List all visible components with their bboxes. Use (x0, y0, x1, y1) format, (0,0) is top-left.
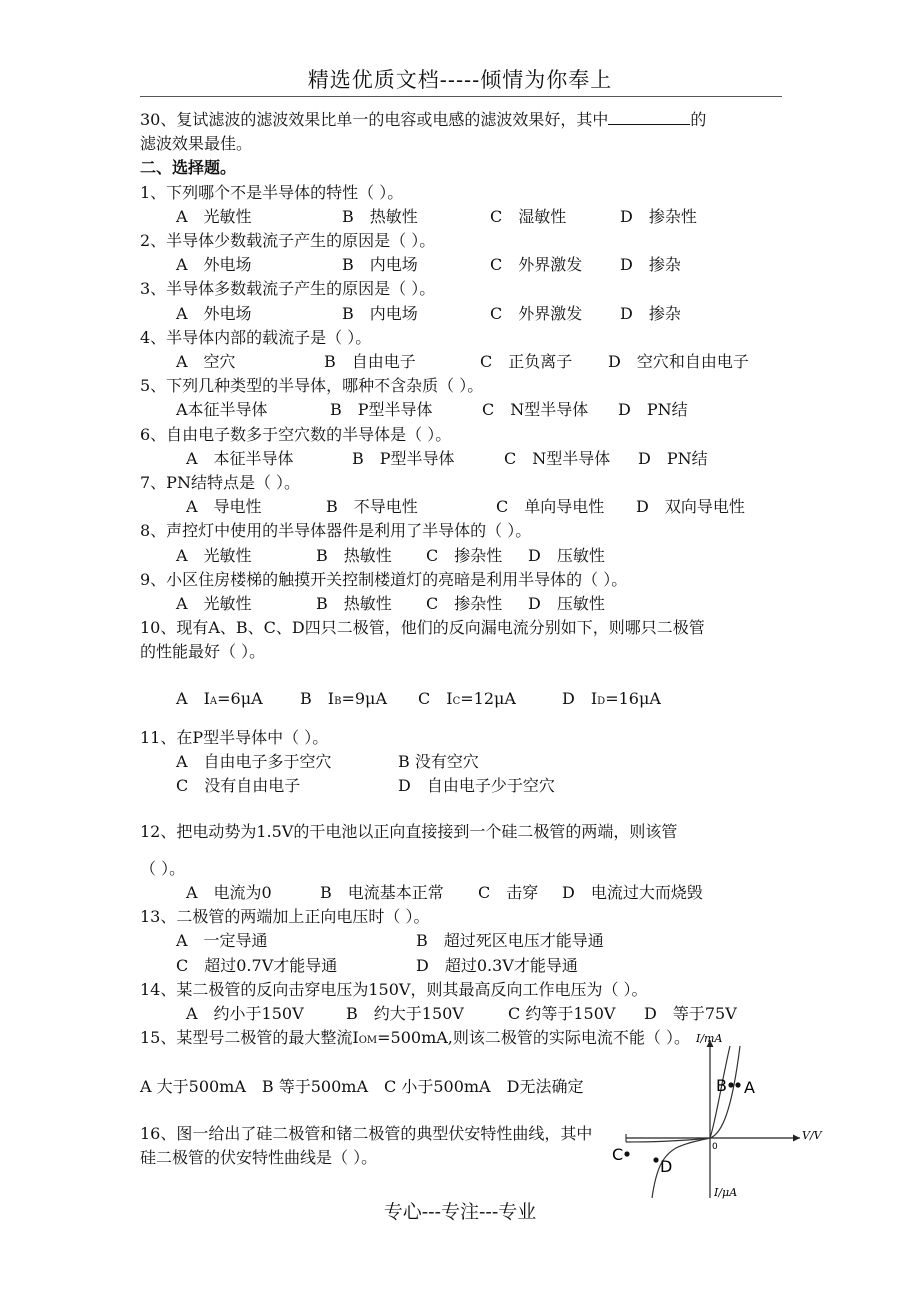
q30-line2: 滤波效果最佳。 (140, 134, 253, 154)
option: D 掺杂 (620, 303, 681, 323)
option: D 掺杂 (620, 255, 681, 275)
question-13-options-row2 (140, 954, 785, 978)
question-14-stem: 14、某二极管的反向击穿电压为150V，则其最高反向工作电压为（ ）。 (140, 979, 648, 999)
question-10-options (140, 687, 785, 714)
question-12-stem: 12、把电动势为1.5V的干电池以正向直接接到一个硅二极管的两端，则该管 (140, 822, 678, 842)
option: C 掺杂性 (426, 594, 503, 614)
option: C N型半导体 (504, 448, 611, 468)
option: A 导电性 (186, 497, 262, 517)
option: D 超过0.3V才能导通 (416, 955, 578, 975)
option: B IB=9μA (300, 688, 388, 708)
document-body (140, 108, 785, 1170)
option: A 一定导通 (176, 931, 268, 951)
option: B P型半导体 (330, 400, 433, 420)
question-14-options (140, 1002, 785, 1026)
question-11-stem: 11、在P型半导体中（ ）。 (140, 727, 329, 747)
question-3-stem: 3、半导体多数载流子产生的原因是（ ）。 (140, 279, 436, 299)
question-8-stem: 8、声控灯中使用的半导体器件是利用了半导体的（ ）。 (140, 521, 532, 541)
x-axis-label: V/V (802, 1129, 822, 1142)
question-2-options (140, 253, 785, 277)
option: B 自由电子 (324, 352, 416, 372)
q30-text: 30、复试滤波的滤波效果比单一的电容或电感的滤波效果好，其中 (140, 110, 609, 129)
option: C 单向导电性 (496, 497, 605, 517)
point-a-label: A (744, 1078, 755, 1097)
question-1-options (140, 205, 785, 229)
option: B 约大于150V (346, 1003, 464, 1023)
curve-germanium (626, 1046, 730, 1142)
option: A本征半导体 (176, 400, 268, 420)
option: D ID=16μA (562, 688, 661, 708)
question-13-options-row1 (140, 929, 785, 953)
option: A 电流为0 (186, 882, 272, 902)
question-10-stem: 10、现有A、B、C、D四只二极管，他们的反向漏电流分别如下，则哪只二极管 (140, 618, 705, 638)
question-7-options (140, 495, 785, 519)
option: C 约等于150V (508, 1003, 616, 1023)
option: A 本征半导体 (186, 448, 294, 468)
point-b-marker (728, 1082, 733, 1087)
question-16-stem: 16、图一给出了硅二极管和锗二极管的典型伏安特性曲线，其中硅二极管的伏安特性曲线是（ ）。 (140, 1123, 593, 1167)
question-5-stem: 5、下列几种类型的半导体，哪种不含杂质（ ）。 (140, 376, 484, 396)
option: A 自由电子多于空穴 (176, 752, 332, 772)
q30-text-end: 的 (690, 110, 707, 129)
option: B 热敏性 (342, 206, 418, 226)
option: B 没有空穴 (398, 752, 479, 772)
option: A 外电场 (176, 255, 252, 275)
option: D 双向导电性 (636, 497, 745, 517)
answer-blank (608, 110, 690, 125)
option: C 外界激发 (490, 255, 583, 275)
point-c-label: C (612, 1145, 624, 1164)
point-d-marker (653, 1157, 658, 1162)
option: D 压敏性 (528, 545, 605, 565)
option: C 外界激发 (490, 303, 583, 323)
question-9-options (140, 592, 785, 616)
option: D 空穴和自由电子 (608, 352, 749, 372)
question-12-options (140, 881, 785, 905)
question-4-options (140, 350, 785, 374)
question-12-stem-line2: （ ）。 (140, 858, 186, 878)
option: C 没有自由电子 (176, 776, 301, 796)
option: B 内电场 (342, 255, 418, 275)
option: D 自由电子少于空穴 (398, 776, 555, 796)
question-8-options (140, 544, 785, 568)
question-9-stem: 9、小区住房楼梯的触摸开关控制楼道灯的亮暗是利用半导体的（ ）。 (140, 569, 628, 589)
option: A 约小于150V (186, 1003, 304, 1023)
question-11-options-row2 (140, 774, 785, 798)
option: C 掺杂性 (426, 545, 503, 565)
point-d-label: D (660, 1157, 673, 1176)
section-title: 二、选择题。 (140, 158, 237, 178)
point-b-label: B (716, 1076, 727, 1095)
question-6-options (140, 447, 785, 471)
option: B 热敏性 (316, 594, 392, 614)
option: B 热敏性 (316, 545, 392, 565)
option: C N型半导体 (482, 400, 589, 420)
option: B 内电场 (342, 303, 418, 323)
option: C 正负离子 (480, 352, 573, 372)
header-divider (140, 96, 782, 97)
option: C 湿敏性 (490, 206, 567, 226)
option: B 电流基本正常 (320, 882, 444, 902)
question-5-options (140, 398, 785, 422)
origin-label: 0 (712, 1142, 718, 1152)
option: B P型半导体 (352, 448, 455, 468)
option: C 击穿 (478, 882, 539, 902)
option: D 压敏性 (528, 594, 605, 614)
option: A IA=6μA (176, 688, 263, 708)
option: B 超过死区电压才能导通 (416, 931, 604, 951)
question-3-options (140, 302, 785, 326)
option: A 空穴 (176, 352, 236, 372)
option: D 等于75V (644, 1003, 737, 1023)
page-footer: 专心---专注---专业 (383, 1201, 537, 1223)
point-c-marker (624, 1151, 629, 1156)
point-a-marker (735, 1082, 740, 1087)
question-10-stem-line2: 的性能最好（ ）。 (140, 642, 266, 662)
y-axis-label-bottom: I/μA (714, 1186, 738, 1199)
question-1-stem: 1、下列哪个不是半导体的特性（ ）。 (140, 182, 404, 202)
question-4-stem: 4、半导体内部的载流子是（ ）。 (140, 327, 372, 347)
question-13-stem: 13、二极管的两端加上正向电压时（ ）。 (140, 907, 430, 927)
option: A 光敏性 (176, 545, 252, 565)
option: A 外电场 (176, 303, 252, 323)
option: D 电流过大而烧毁 (562, 882, 703, 902)
question-30 (140, 108, 785, 132)
option: C IC=12μA (418, 688, 516, 708)
option: D PN结 (638, 448, 708, 468)
question-2-stem: 2、半导体少数载流子产生的原因是（ ）。 (140, 231, 436, 251)
y-axis-label-top: I/mA (696, 1032, 723, 1045)
option: B 不导电性 (326, 497, 418, 517)
question-11-options-row1 (140, 750, 785, 774)
question-6-stem: 6、自由电子数多于空穴数的半导体是（ ）。 (140, 424, 452, 444)
option: A 光敏性 (176, 206, 252, 226)
question-15-options: A 大于500mA B 等于500mA C 小于500mA D无法确定 (140, 1077, 584, 1097)
question-15-stem: 15、某型号二极管的最大整流IOM=500mA,则该二极管的实际电流不能（ ）。 (140, 1028, 690, 1048)
iv-characteristic-figure (612, 1030, 848, 1202)
option: C 超过0.7V才能导通 (176, 955, 338, 975)
question-7-stem: 7、PN结特点是（ ）。 (140, 473, 301, 493)
option: A 光敏性 (176, 594, 252, 614)
option: D 掺杂性 (620, 206, 697, 226)
option: D PN结 (618, 400, 688, 420)
page-header: 精选优质文档-----倾情为你奉上 (307, 68, 613, 92)
